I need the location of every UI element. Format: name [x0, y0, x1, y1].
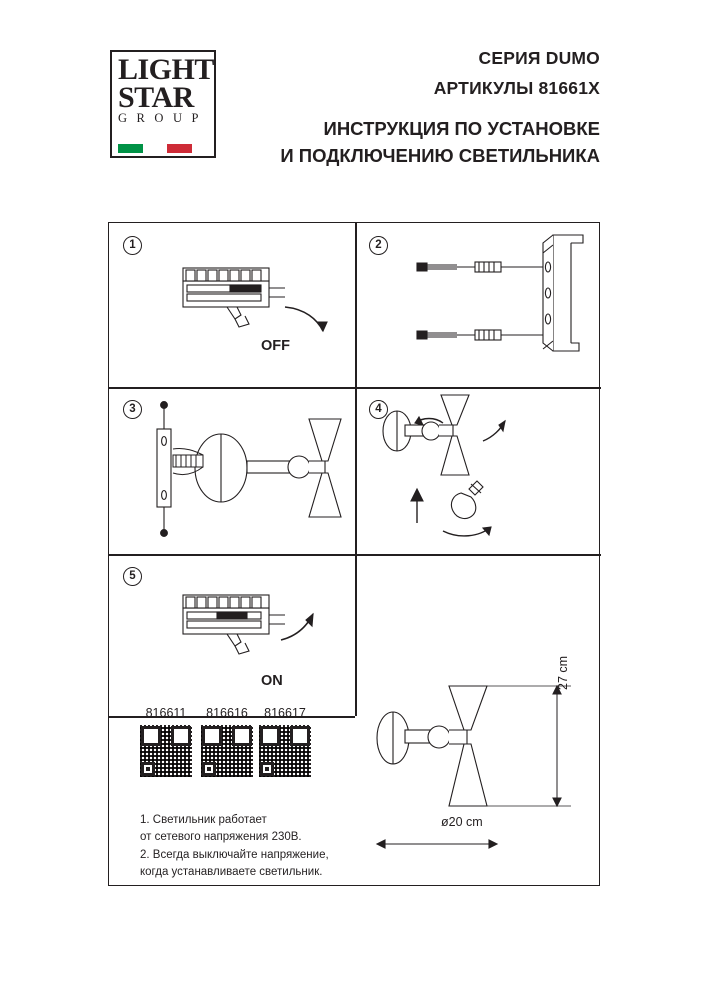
- logo-line-2: STAR: [118, 80, 194, 114]
- step-1-illustration: [109, 223, 355, 387]
- dimensions-cell: [357, 556, 601, 885]
- brand-logo: [110, 50, 216, 158]
- logo-wordmark: [118, 53, 238, 126]
- step-5-cell: [109, 556, 355, 716]
- instruction-title-line-2: И ПОДКЛЮЧЕНИЮ СВЕТИЛЬНИКА: [280, 144, 600, 166]
- step-2-cell: [357, 223, 601, 387]
- step-1-label: OFF: [261, 338, 290, 354]
- qr-block-816616[interactable]: [201, 706, 253, 777]
- step-3-cell: [109, 389, 355, 554]
- note-line-1: 1. Светильник работает: [140, 814, 267, 826]
- step-2-illustration: [357, 223, 601, 387]
- step-4-illustration: [357, 389, 601, 554]
- qr-code-icon[interactable]: [140, 725, 192, 777]
- note-line-2: от сетевого напряжения 230В.: [140, 831, 302, 844]
- qr-code-icon[interactable]: [259, 725, 311, 777]
- notes-block: [140, 812, 329, 882]
- step-5-illustration: [109, 556, 355, 716]
- article-label: АРТИКУЛЫ 81661X: [433, 78, 600, 98]
- step-3-illustration: [109, 389, 355, 554]
- step-4-cell: [357, 389, 601, 554]
- dimension-width-label: ø20 cm: [441, 815, 483, 829]
- step-4-badge: 4: [369, 400, 388, 419]
- qr-code-icon[interactable]: [201, 725, 253, 777]
- note-line-4: когда устанавливаете светильник.: [140, 866, 323, 879]
- series-label: СЕРИЯ DUMO: [478, 48, 600, 68]
- note-line-3: 2. Всегда выключайте напряжение,: [140, 848, 329, 861]
- step-1-badge: 1: [123, 236, 142, 255]
- qr-label-816611: 816611: [145, 706, 187, 720]
- step-5-badge: 5: [123, 567, 142, 586]
- step-5-label: ON: [261, 673, 283, 689]
- header-text-block: [280, 48, 600, 169]
- steps-frame: [108, 222, 600, 886]
- qr-label-816617: 816617: [264, 706, 306, 720]
- qr-block-816611[interactable]: [140, 706, 192, 777]
- logo-line-3: G R O U P: [118, 111, 202, 126]
- qr-label-816616: 816616: [206, 706, 248, 720]
- qr-block-816617[interactable]: [259, 706, 311, 777]
- dimension-height-label: 27 cm: [556, 655, 570, 690]
- step-2-badge: 2: [369, 236, 388, 255]
- header: [0, 0, 707, 200]
- step-3-badge: 3: [123, 400, 142, 419]
- step-1-cell: [109, 223, 355, 387]
- instruction-title-line-1: ИНСТРУКЦИЯ ПО УСТАНОВКЕ: [323, 118, 600, 139]
- dimensions-illustration: [357, 556, 601, 885]
- italy-flag-icon: [118, 144, 192, 153]
- logo-line-1: LIGHT: [118, 53, 214, 86]
